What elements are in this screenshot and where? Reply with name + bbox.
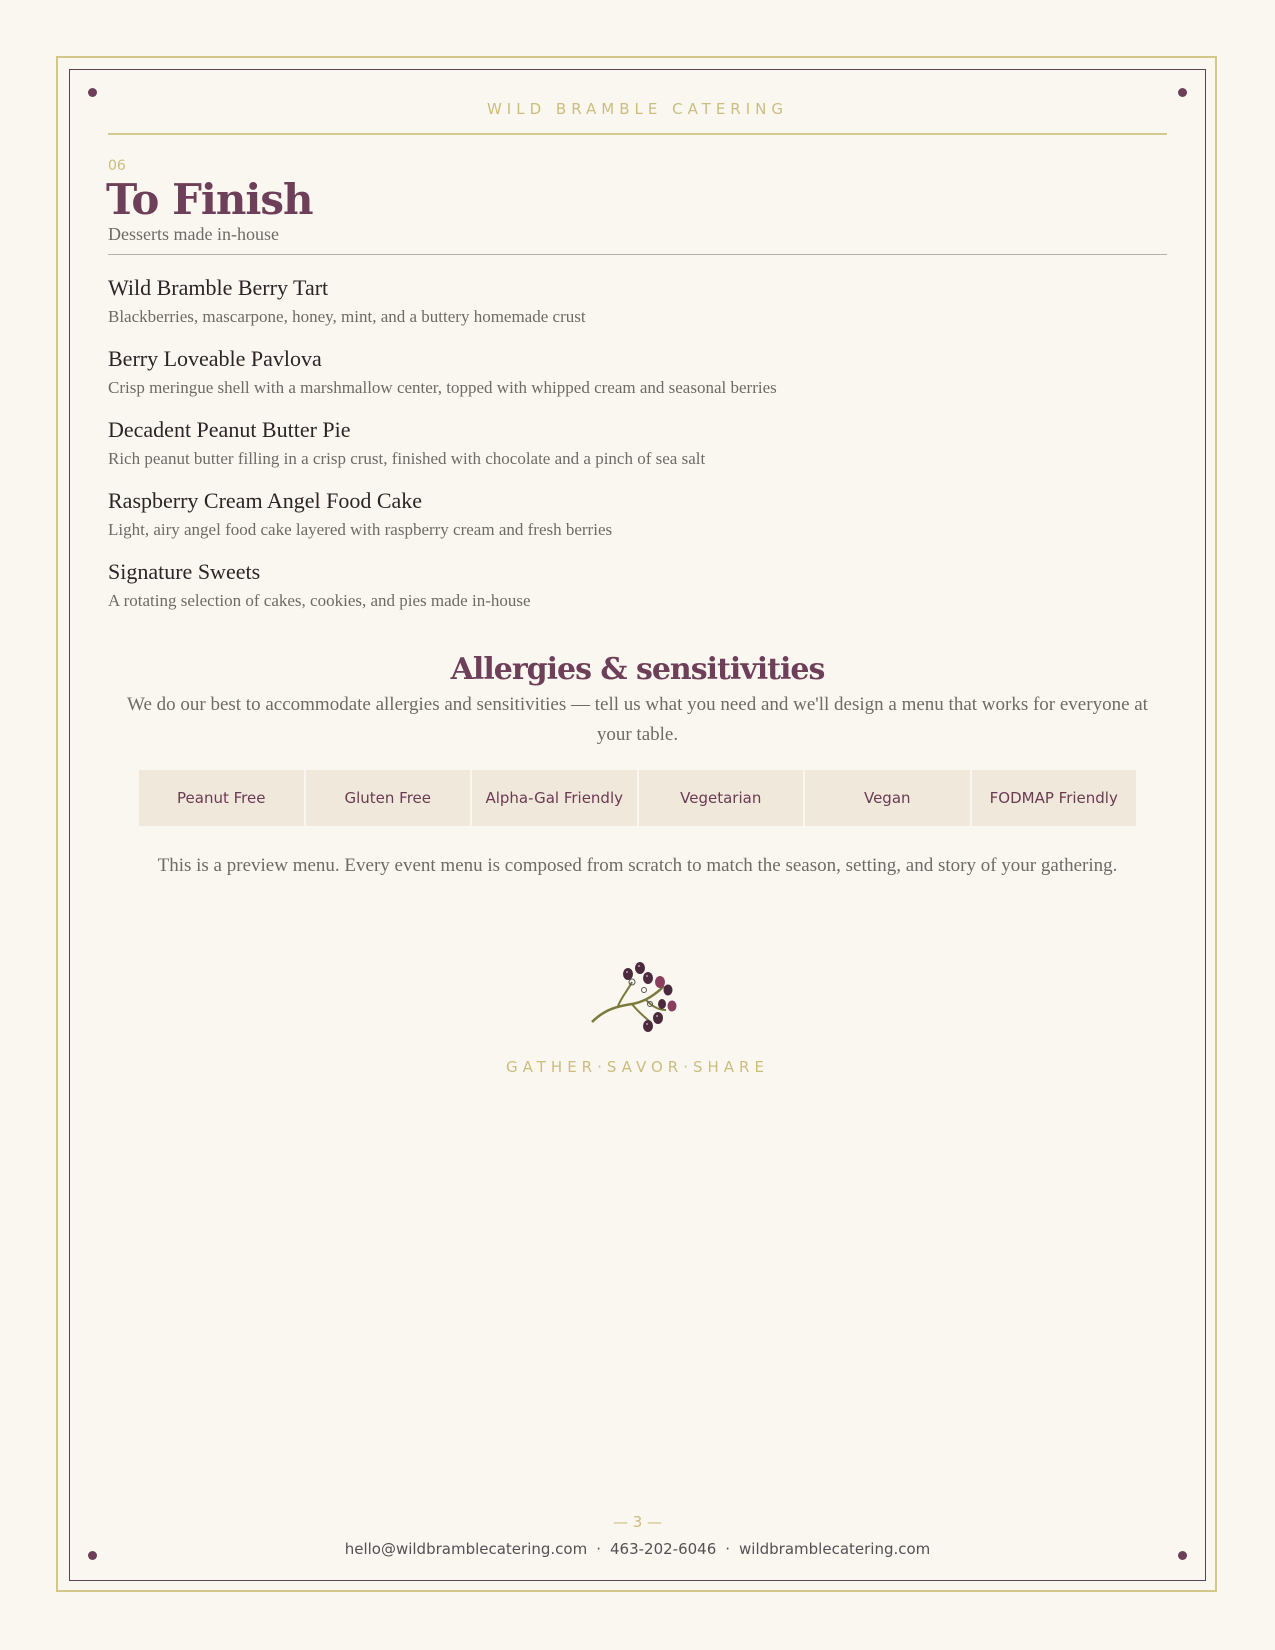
contact-email[interactable]: hello@wildbramblecatering.com <box>344 1540 588 1558</box>
preview-note: This is a preview menu. Every event menu is composed from scratch to match the season, setting, and story of your gathering. <box>157 855 1118 876</box>
menu-item <box>108 558 1108 629</box>
header-divider <box>108 133 1167 135</box>
corner-dot-bottom-left <box>88 1551 97 1560</box>
menu-item-name: Decadent Peanut Butter Pie <box>108 417 351 442</box>
menu-item-description: Light, airy angel food cake layered with raspberry cream and fresh berries <box>108 520 613 539</box>
allergies-description: We do our best to accommodate allergies and sensitivities — tell us what you need and we'll design a menu that works for everyone at your table. <box>127 694 1148 745</box>
corner-dot-top-right <box>1178 88 1187 97</box>
dietary-tag: Gluten Free <box>306 770 471 826</box>
menu-item-name: Wild Bramble Berry Tart <box>108 275 329 300</box>
menu-item <box>108 416 1108 487</box>
corner-dot-bottom-right <box>1178 1551 1187 1560</box>
menu-item <box>108 487 1108 558</box>
corner-dot-top-left <box>88 88 97 97</box>
menu-item-description: Blackberries, mascarpone, honey, mint, and a buttery homemade crust <box>108 307 586 326</box>
menu-item-name: Signature Sweets <box>108 559 261 584</box>
menu-item-name: Berry Loveable Pavlova <box>108 346 322 371</box>
contact-phone[interactable]: 463-202-6046 <box>609 1540 717 1558</box>
menu-item-description: Rich peanut butter filling in a crisp crust, finished with chocolate and a pinch of sea salt <box>108 449 706 468</box>
tagline: GATHER·SAVOR·SHARE <box>506 1058 769 1076</box>
section-title: To Finish <box>106 175 313 224</box>
menu-item-name: Raspberry Cream Angel Food Cake <box>108 488 423 513</box>
dietary-tag: FODMAP Friendly <box>972 770 1137 826</box>
menu-item <box>108 345 1108 416</box>
section-divider <box>108 254 1167 255</box>
brand-header: WILD BRAMBLE CATERING <box>486 100 789 118</box>
section-number: 06 <box>108 158 126 174</box>
dietary-tag: Peanut Free <box>139 770 304 826</box>
menu-item-description: A rotating selection of cakes, cookies, and pies made in-house <box>108 591 531 610</box>
contact-website[interactable]: wildbramblecatering.com <box>739 1540 931 1558</box>
contact-separator: · <box>725 1540 731 1558</box>
page-number: — 3 — <box>612 1513 663 1531</box>
menu-item-description: Crisp meringue shell with a marshmallow center, topped with whipped cream and seasonal berries <box>108 378 777 397</box>
dietary-tag: Vegan <box>805 770 970 826</box>
contact-separator: · <box>596 1540 601 1558</box>
dietary-tags <box>139 770 1136 826</box>
contact-line <box>108 1540 1167 1558</box>
menu-item <box>108 274 1108 345</box>
section-subtitle: Desserts made in-house <box>108 224 279 244</box>
dietary-tag: Vegetarian <box>639 770 804 826</box>
dietary-tag: Alpha-Gal Friendly <box>472 770 637 826</box>
allergies-heading: Allergies & sensitivities <box>450 652 825 687</box>
dessert-list <box>108 274 1108 629</box>
blackberry-sprig-icon <box>588 960 688 1040</box>
